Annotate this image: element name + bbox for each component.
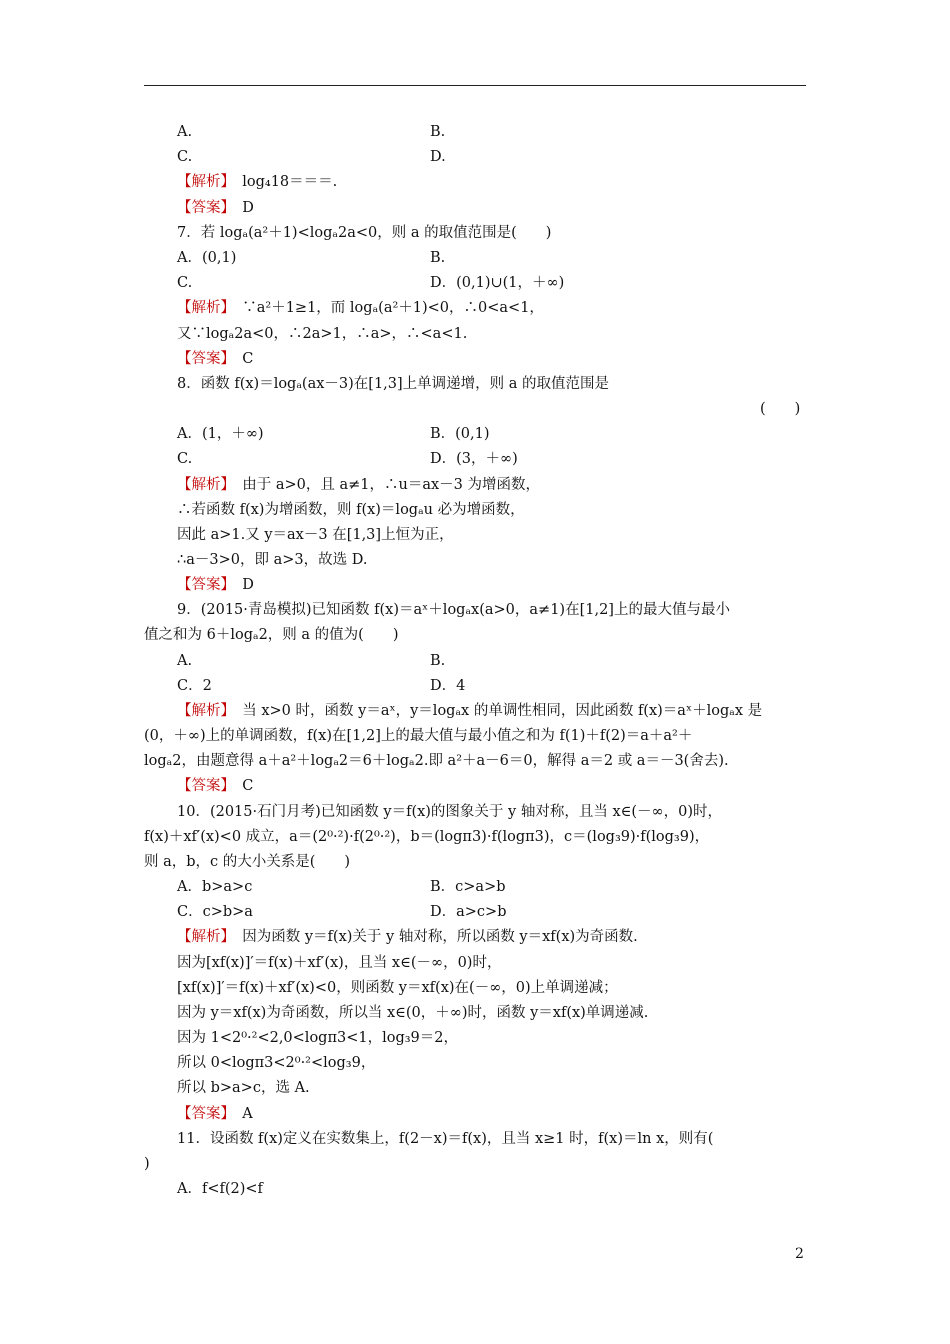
answer-line: 【答案】 C	[177, 778, 254, 794]
analysis-line: 【解析】 因为函数 y＝f(x)关于 y 轴对称，所以函数 y＝xf(x)为奇函数.	[177, 929, 638, 945]
option-c: C．2	[177, 678, 212, 694]
analysis-text: 因为[xf(x)]′＝f(x)＋xf′(x)，且当 x∈(－∞，0)时，	[177, 955, 502, 971]
analysis-text: 因为 y＝xf(x)为奇函数，所以当 x∈(0，＋∞)时，函数 y＝xf(x)单调递减.	[177, 1005, 649, 1021]
option-b: B.	[430, 250, 446, 266]
answer-tag: 【答案】	[177, 577, 228, 593]
option-b: B.	[430, 124, 446, 140]
option-d: D．(3，＋∞)	[430, 451, 518, 467]
header-rule	[144, 85, 806, 86]
analysis-tag: 【解析】	[177, 174, 228, 190]
question-10-cont: f(x)＋xf′(x)<0 成立，a＝(2⁰·²)·f(2⁰·²)，b＝(logπ3)·f(logπ3)，c＝(log₃9)·f(log₃9)，	[144, 829, 710, 845]
question-9-cont: 值之和为 6＋logₐ2，则 a 的值为( )	[144, 627, 399, 643]
option-a: A．b>a>c	[177, 879, 253, 895]
option-c: C．c>b>a	[177, 904, 253, 920]
answer-blank: ( )	[760, 401, 801, 417]
question-11-cont: )	[144, 1156, 150, 1172]
option-d: D．(0,1)∪(1，＋∞)	[430, 275, 565, 291]
answer-line: 【答案】 C	[177, 351, 254, 367]
option-b: B．c>a>b	[430, 879, 506, 895]
analysis-text: [xf(x)]′＝f(x)＋xf′(x)<0，则函数 y＝xf(x)在(－∞，0)上单调递减；	[177, 980, 618, 996]
option-c: C.	[177, 275, 193, 291]
option-d: D．a>c>b	[430, 904, 507, 920]
analysis-text: 所以 b>a>c，选 A.	[177, 1080, 310, 1096]
analysis-tag: 【解析】	[177, 929, 228, 945]
analysis-text: 所以 0<logπ3<2⁰·²<log₃9，	[177, 1055, 376, 1071]
answer-tag: 【答案】	[177, 200, 228, 216]
option-a: A.	[177, 124, 193, 140]
analysis-text: 因此 a>1.又 y＝ax－3 在[1,3]上恒为正，	[177, 527, 454, 543]
question-10-cont: 则 a，b，c 的大小关系是( )	[144, 854, 351, 870]
answer-line: 【答案】 A	[177, 1106, 253, 1122]
analysis-text: 又∵logₐ2a<0，∴2a>1，∴a>，∴<a<1.	[177, 326, 468, 342]
option-c: C.	[177, 451, 193, 467]
analysis-text: (0，＋∞)上的单调函数，f(x)在[1,2]上的最大值与最小值之和为 f(1)＋f(2)＝a＋a²＋	[144, 728, 693, 744]
answer-tag: 【答案】	[177, 351, 228, 367]
answer-line: 【答案】 D	[177, 200, 254, 216]
option-c: C.	[177, 149, 193, 165]
question-7: 7．若 logₐ(a²＋1)<logₐ2a<0，则 a 的取值范围是( )	[177, 225, 552, 241]
analysis-tag: 【解析】	[177, 703, 228, 719]
option-b: B.	[430, 653, 446, 669]
option-d: D．4	[430, 678, 466, 694]
analysis-text: ∴若函数 f(x)为增函数，则 f(x)＝logₐu 必为增函数，	[177, 502, 525, 518]
question-10: 10．(2015·石门月考)已知函数 y＝f(x)的图象关于 y 轴对称，且当 x∈(－∞，0)时，	[177, 804, 722, 820]
page-number: 2	[795, 1246, 804, 1262]
analysis-tag: 【解析】	[177, 477, 228, 493]
question-11: 11．设函数 f(x)定义在实数集上，f(2－x)＝f(x)，且当 x≥1 时，f(x)＝ln x，则有(	[177, 1131, 714, 1147]
answer-line: 【答案】 D	[177, 577, 254, 593]
option-a: A．(0,1)	[177, 250, 237, 266]
analysis-line: 【解析】 由于 a>0，且 a≠1，∴u＝ax－3 为增函数，	[177, 477, 541, 493]
analysis-line: 【解析】 ∵a²＋1≥1，而 logₐ(a²＋1)<0，∴0<a<1，	[177, 300, 544, 316]
option-a: A．(1，＋∞)	[177, 426, 264, 442]
option-d: D.	[430, 149, 446, 165]
option-a: A.	[177, 653, 193, 669]
analysis-line: 【解析】 当 x>0 时，函数 y＝aˣ，y＝logₐx 的单调性相同，因此函数 f(x)＝aˣ＋logₐx 是	[177, 703, 763, 719]
analysis-line: 【解析】 log₄18＝＝＝.	[177, 174, 338, 190]
question-9: 9．(2015·青岛模拟)已知函数 f(x)＝aˣ＋logₐx(a>0，a≠1)在[1,2]上的最大值与最小	[177, 602, 730, 618]
option-a: A．f<f(2)<f	[177, 1181, 263, 1197]
analysis-tag: 【解析】	[177, 300, 228, 316]
analysis-text: logₐ2，由题意得 a＋a²＋logₐ2＝6＋logₐ2.即 a²＋a－6＝0，解得 a＝2 或 a＝－3(舍去).	[144, 753, 729, 769]
option-b: B．(0,1)	[430, 426, 490, 442]
analysis-text: ∴a－3>0，即 a>3，故选 D.	[177, 552, 368, 568]
analysis-text: 因为 1<2⁰·²<2,0<logπ3<1，log₃9＝2，	[177, 1030, 458, 1046]
answer-tag: 【答案】	[177, 1106, 228, 1122]
question-8: 8．函数 f(x)＝logₐ(ax－3)在[1,3]上单调递增，则 a 的取值范围是	[177, 376, 610, 392]
answer-tag: 【答案】	[177, 778, 228, 794]
